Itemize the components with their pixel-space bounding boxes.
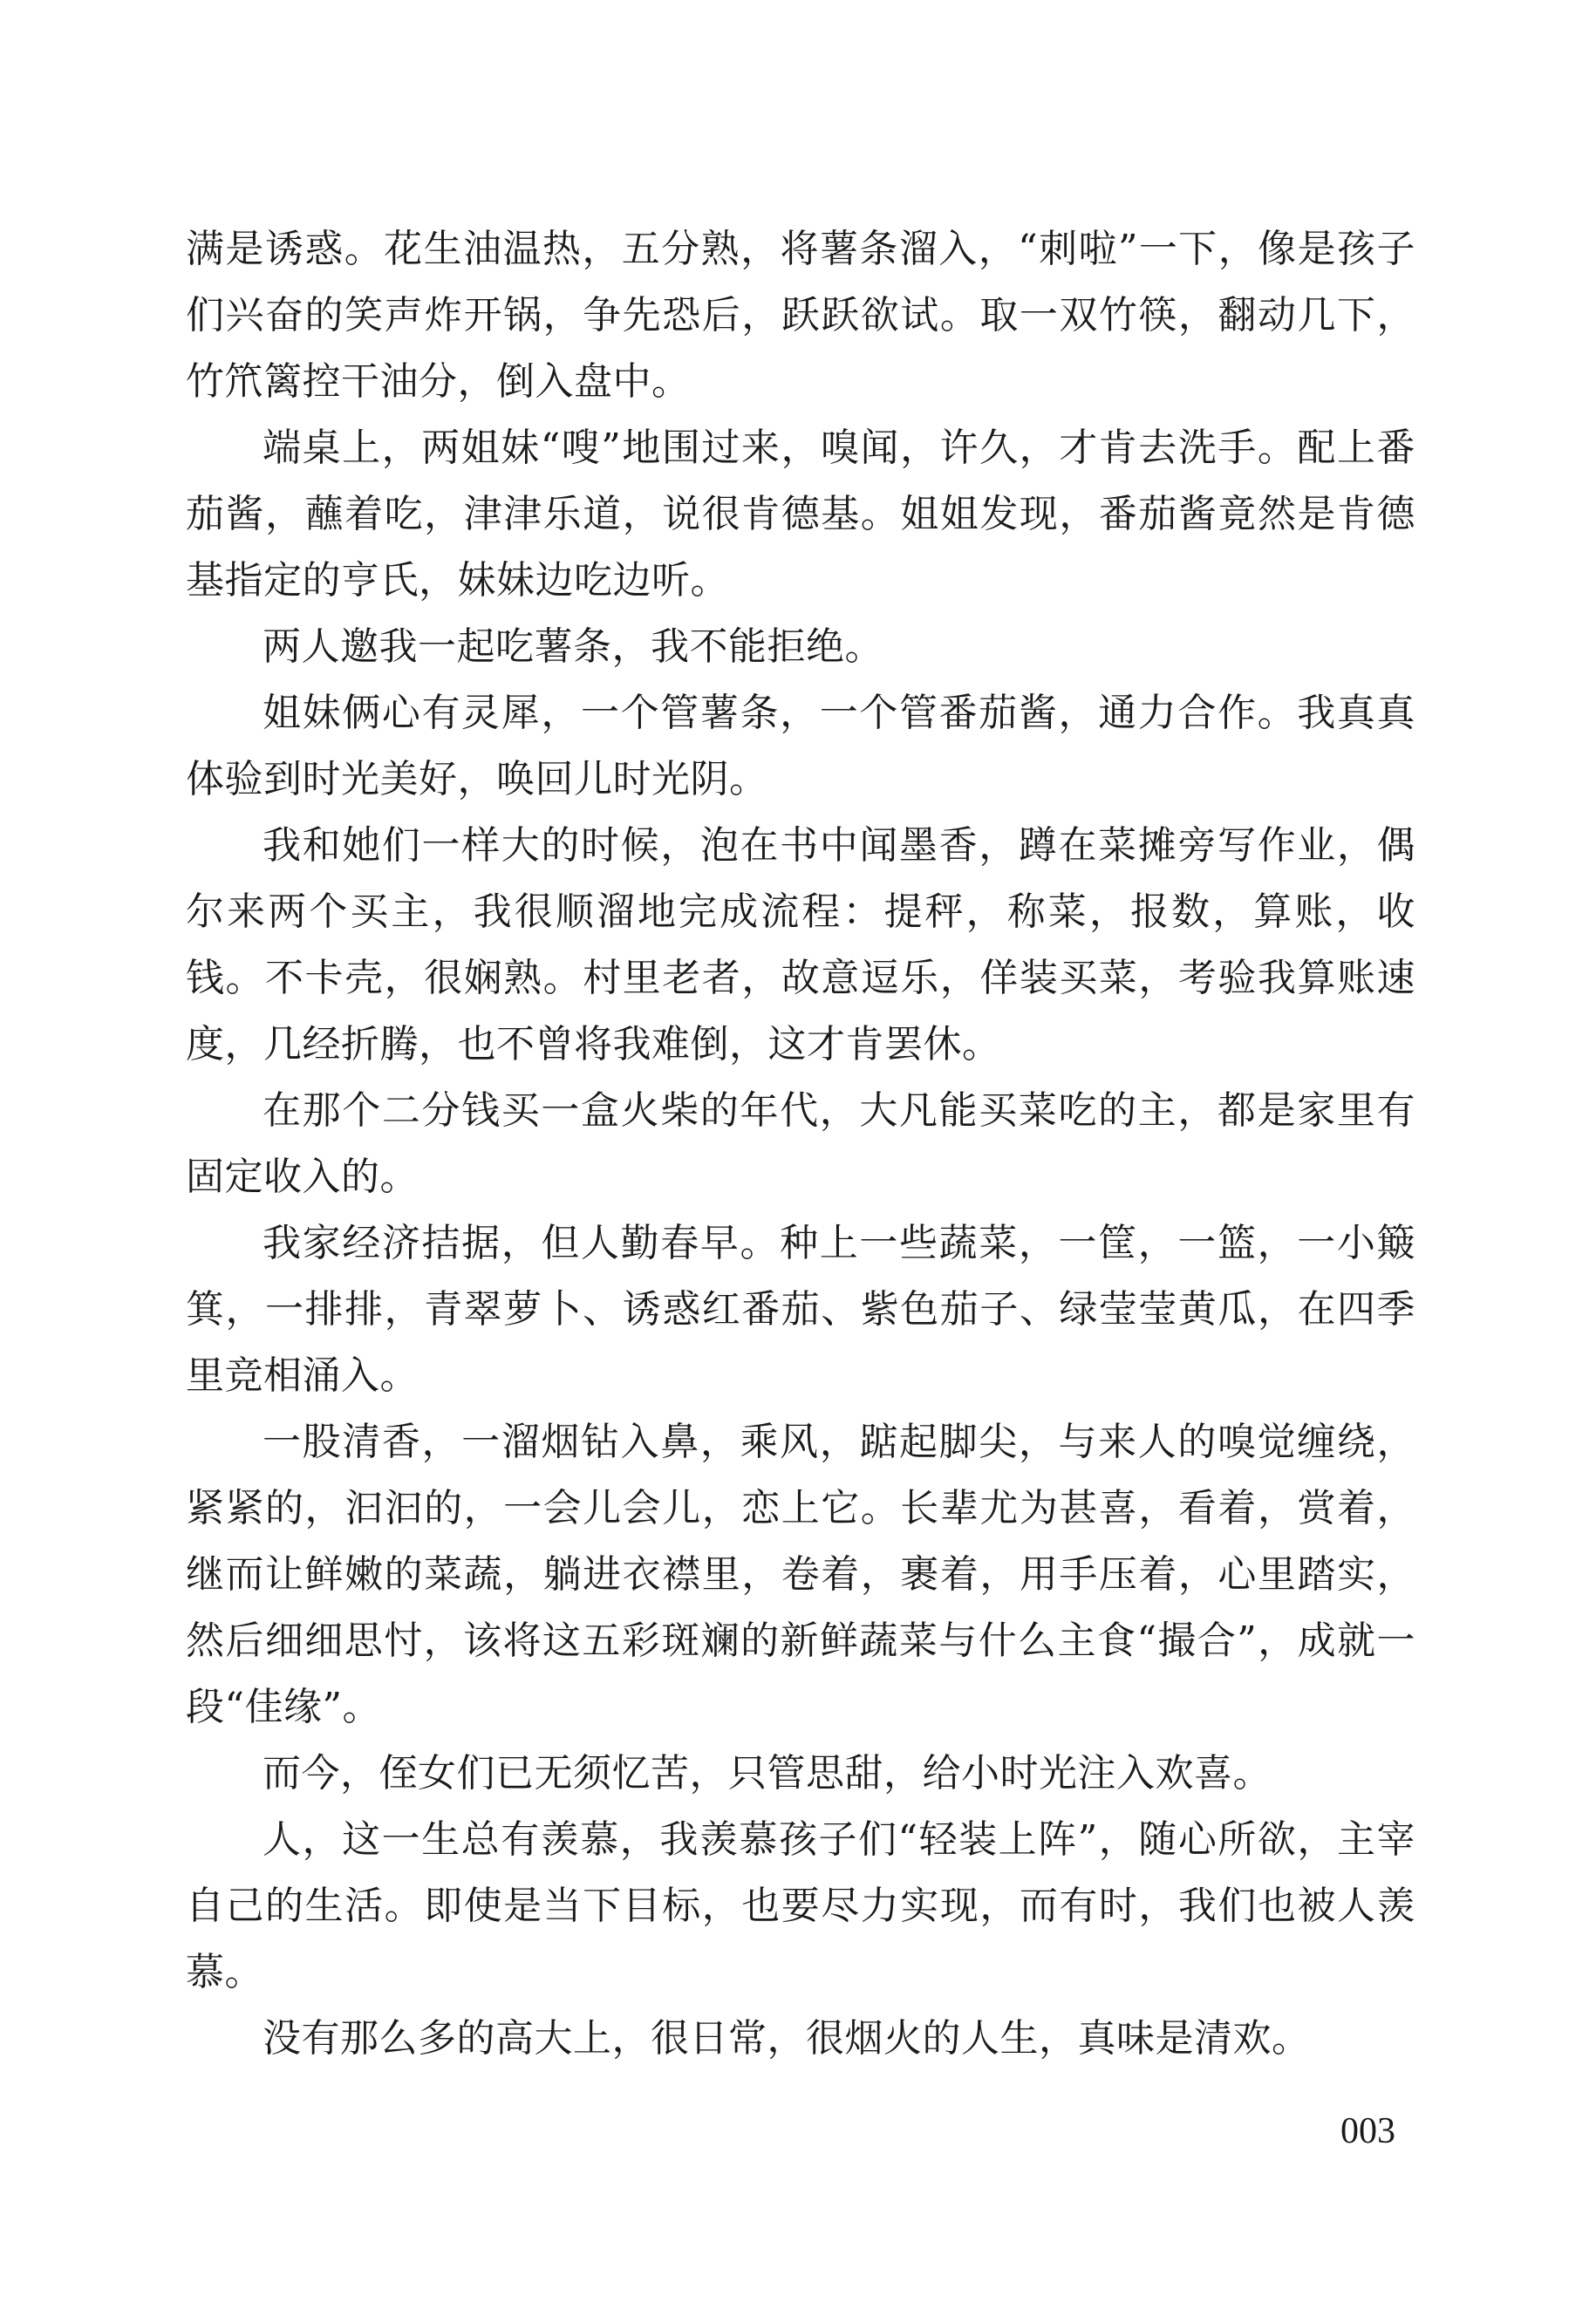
paragraph: 我和她们一样大的时候，泡在书中闻墨香，蹲在菜摊旁写作业，偶尔来两个买主，我很顺溜地完成流程：提秤，称菜，报数，算账，收钱。不卡壳，很娴熟。村里老者，故意逗乐，佯装买菜，考验我算账速度，几经折腾，也不曾将我难倒，这才肯罢休。 [186,823,1415,1067]
paragraph: 在那个二分钱买一盒火柴的年代，大凡能买菜吃的主，都是家里有固定收入的。 [186,1088,1415,1199]
paragraph: 我家经济拮据，但人勤春早。种上一些蔬菜，一筐，一篮，一小簸箕，一排排，青翠萝卜、诱惑红番茄、紫色茄子、绿莹莹黄瓜，在四季里竞相涌入。 [186,1221,1415,1398]
paragraph: 姐妹俩心有灵犀，一个管薯条，一个管番茄酱，通力合作。我真真体验到时光美好，唤回儿时光阴。 [186,691,1415,801]
paragraph: 端桌上，两姐妹“嗖”地围过来，嗅闻，许久，才肯去洗手。配上番茄酱，蘸着吃，津津乐道，说很肯德基。姐姐发现，番茄酱竟然是肯德基指定的亨氏，妹妹边吃边听。 [186,426,1415,603]
paragraph: 没有那么多的高大上，很日常，很烟火的人生，真味是清欢。 [263,2016,1311,2061]
paragraph-continued: 满是诱惑。花生油温热，五分熟，将薯条溜入，“刺啦”一下，像是孩子们兴奋的笑声炸开锅，争先恐后，跃跃欲试。取一双竹筷，翻动几下，竹笊篱控干油分，倒入盘中。 [186,227,1415,404]
body-text [186,216,1415,2072]
paragraph: 一股清香，一溜烟钻入鼻，乘风，踮起脚尖，与来人的嗅觉缠绕，紧紧的，汩汩的，一会儿会儿，恋上它。长辈尤为甚喜，看着，赏着，继而让鲜嫩的菜蔬，躺进衣襟里，卷着，裹着，用手压着，心里踏实，然后细细思忖，该将这五彩斑斓的新鲜蔬菜与什么主食“撮合”，成就一段“佳缘”。 [186,1420,1415,1729]
paragraph: 人，这一生总有羡慕，我羡慕孩子们“轻装上阵”，随心所欲，主宰自己的生活。即使是当下目标，也要尽力实现，而有时，我们也被人羡慕。 [186,1817,1415,1994]
paragraph: 两人邀我一起吃薯条，我不能拒绝。 [263,624,883,669]
paragraph: 而今，侄女们已无须忆苦，只管思甜，给小时光注入欢喜。 [263,1751,1272,1796]
page-number: 003 [1340,2111,1395,2151]
